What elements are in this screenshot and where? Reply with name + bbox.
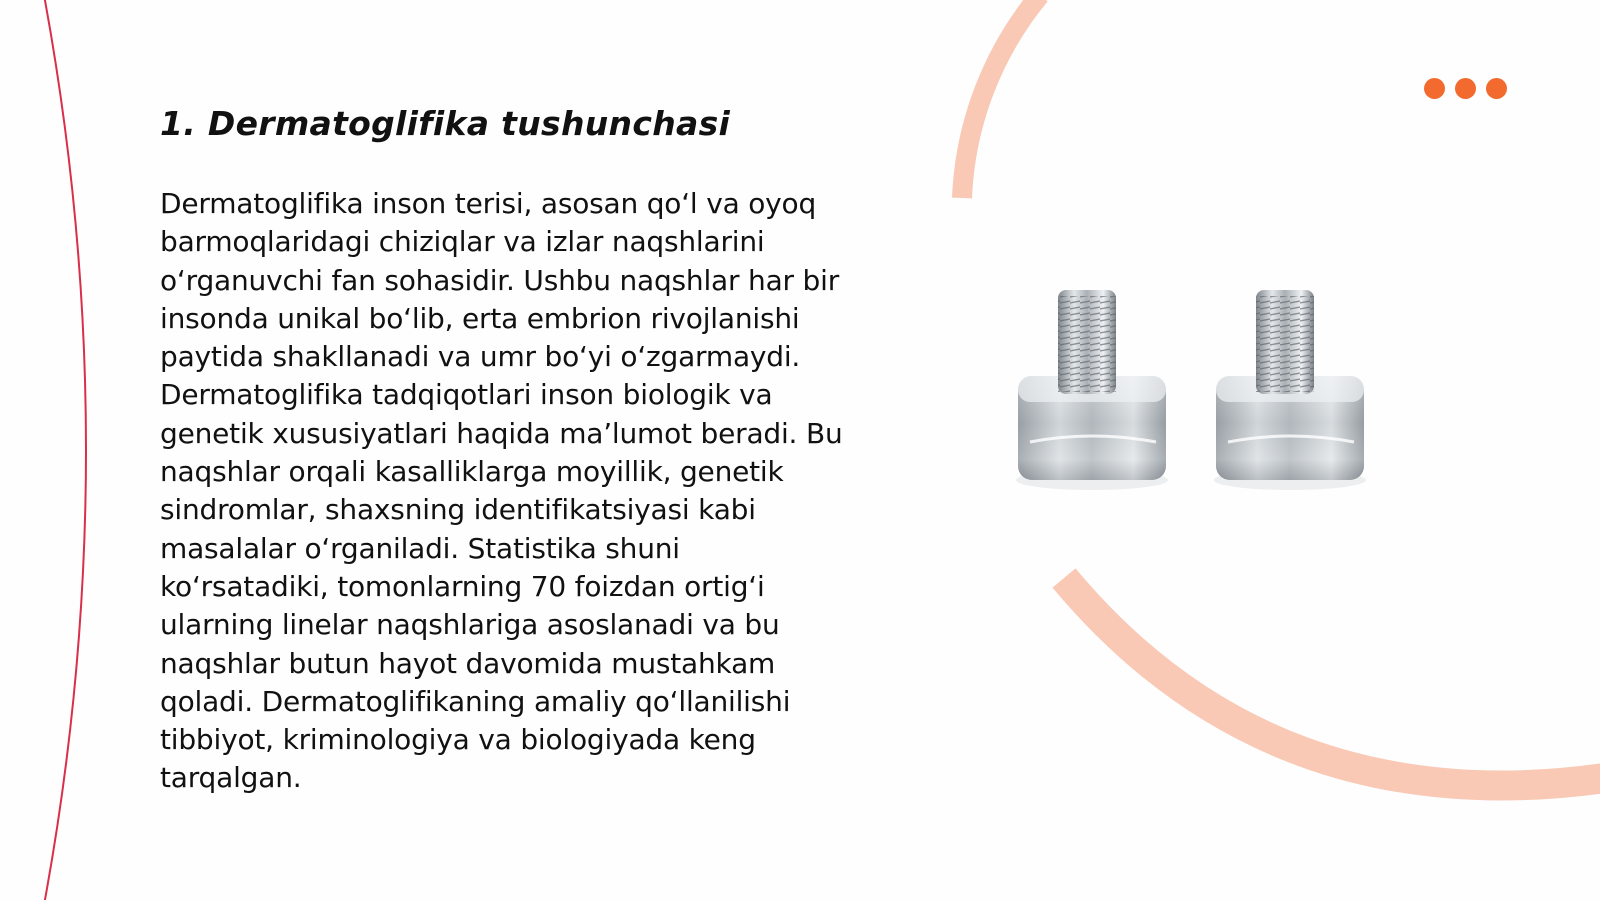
more-horizontal-icon[interactable] [1424,78,1507,99]
menu-dot [1486,78,1507,99]
menu-dot [1424,78,1445,99]
screw-left [1016,290,1168,490]
metal-screws-image [1010,280,1380,500]
menu-dot [1455,78,1476,99]
slide-body-text: Dermatoglifika inson terisi, asosan qo‘l va oyoq barmoqlaridagi chiziqlar va izlar naqshlarini o‘rganuvchi fan sohasidir. Ushbu naqshlar har bir insonda unikal bo‘lib, erta embrion rivojlanishi paytida shakllanadi va umr bo‘yi o‘zgarmaydi. Dermatoglifika tadqiqotlari inson biologik va genetik xususiyatlari haqida ma’lumot beradi. Bu naqshlar orqali kasalliklarga moyillik, genetik sindromlar, shaxsning identifikatsiyasi kabi masalalar o‘rganiladi. Statistika shuni ko‘rsatadiki, tomonlarning 70 foizdan ortig‘i ularning linelar naqshlariga asoslanadi va bu naqshlar butun hayot davomida mustahkam qoladi. Dermatoglifikaning amaliy qo‘llanilishi tibbiyot, kriminologiya va biologiyada keng tarqalgan. [160,187,843,795]
screw-right [1214,290,1366,490]
decorative-arc-upper [962,0,1040,198]
slide-title: 1. Dermatoglifika tushunchasi [160,104,731,143]
left-border-curve [44,0,86,900]
decorative-arc-lower [1064,578,1600,786]
